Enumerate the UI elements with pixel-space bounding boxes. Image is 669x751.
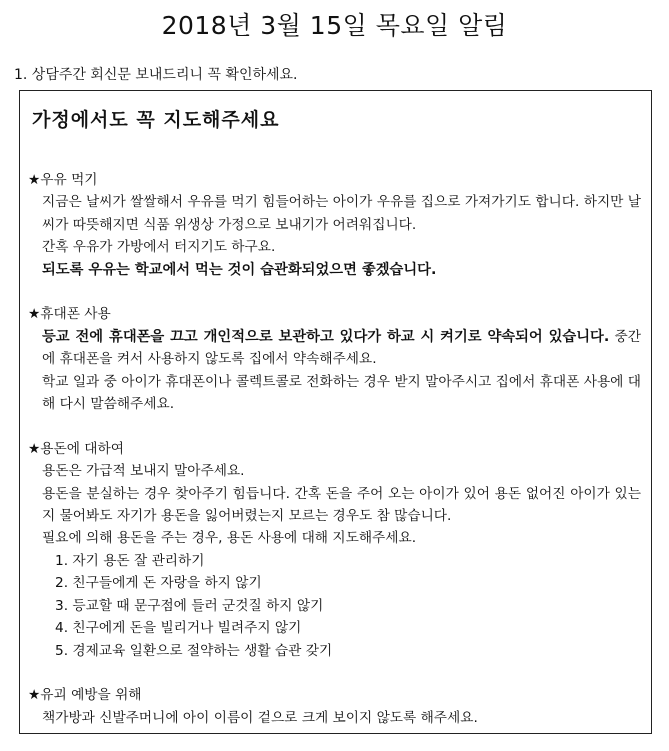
section-heading: ★용돈에 대하여 bbox=[28, 440, 124, 457]
section-phone bbox=[28, 303, 641, 415]
bold-text: 등교 전에 휴대폰을 끄고 개인적으로 보관하고 있다가 하교 시 켜기로 약속되어 있습니다. bbox=[42, 328, 610, 345]
box-content bbox=[28, 169, 641, 729]
section-heading: ★우유 먹기 bbox=[28, 172, 98, 188]
list-item: 3. 등교할 때 문구점에 들러 군것질 하지 않기 bbox=[55, 597, 324, 614]
section-heading: ★유괴 예방을 위해 bbox=[28, 687, 142, 704]
paragraph: 간혹 우유가 가방에서 터지기도 하구요. bbox=[42, 239, 276, 256]
list-item: 5. 경제교육 일환으로 절약하는 생활 습관 갖기 bbox=[55, 642, 333, 659]
paragraph-emphasis bbox=[28, 259, 641, 281]
paragraph bbox=[28, 326, 641, 371]
allowance-list bbox=[28, 550, 641, 662]
notice-box bbox=[19, 90, 652, 734]
section-milk bbox=[28, 169, 641, 281]
section-heading: ★휴대폰 사용 bbox=[28, 306, 111, 323]
list-item: 2. 친구들에게 돈 자랑을 하지 않기 bbox=[55, 575, 262, 592]
page-title: 2018년 3월 15일 목요일 알림 bbox=[161, 11, 508, 40]
paragraph: 용돈은 가급적 보내지 말아주세요. bbox=[42, 463, 245, 480]
list-item: 4. 친구에게 돈을 빌리거나 빌려주지 않기 bbox=[55, 620, 302, 637]
section-kidnap-prevention bbox=[28, 684, 641, 729]
box-title: 가정에서도 꼭 지도해주세요 bbox=[32, 109, 280, 131]
paragraph: 책가방과 신발주머니에 아이 이름이 겉으로 크게 보이지 않도록 해주세요. bbox=[42, 709, 478, 726]
paragraph: 학교 일과 중 아이가 휴대폰이나 콜렉트콜로 전화하는 경우 받지 말아주시고 집에서 휴대폰 사용에 대해 다시 말씀해주세요. bbox=[42, 373, 641, 413]
list-item: 1. 자기 용돈 잘 관리하기 bbox=[55, 552, 205, 569]
notice-item-1: 1. 상담주간 회신문 보내드리니 꼭 확인하세요. bbox=[14, 67, 298, 83]
paragraph: 필요에 의해 용돈을 주는 경우, 용돈 사용에 대해 지도해주세요. bbox=[42, 530, 417, 547]
section-allowance bbox=[28, 438, 641, 662]
paragraph-rest: 중간에 휴대폰을 켜서 사용하지 않도록 집에서 약속해주세요. bbox=[42, 328, 641, 368]
bold-text: 되도록 우유는 학교에서 먹는 것이 습관화되었으면 좋겠습니다. bbox=[42, 261, 437, 278]
paragraph: 용돈을 분실하는 경우 찾아주기 힘듭니다. 간혹 돈을 주어 오는 아이가 있어 용돈 없어진 아이가 있는지 물어봐도 자기가 용돈을 잃어버렸는지 모르는 경우도 참 많습니다. bbox=[42, 485, 641, 525]
paragraph: 지금은 날씨가 쌀쌀해서 우유를 먹기 힘들어하는 아이가 우유를 집으로 가져가기도 합니다. 하지만 날씨가 따뜻해지면 식품 위생상 가정으로 보내기가 어려워집니다. bbox=[42, 194, 641, 233]
